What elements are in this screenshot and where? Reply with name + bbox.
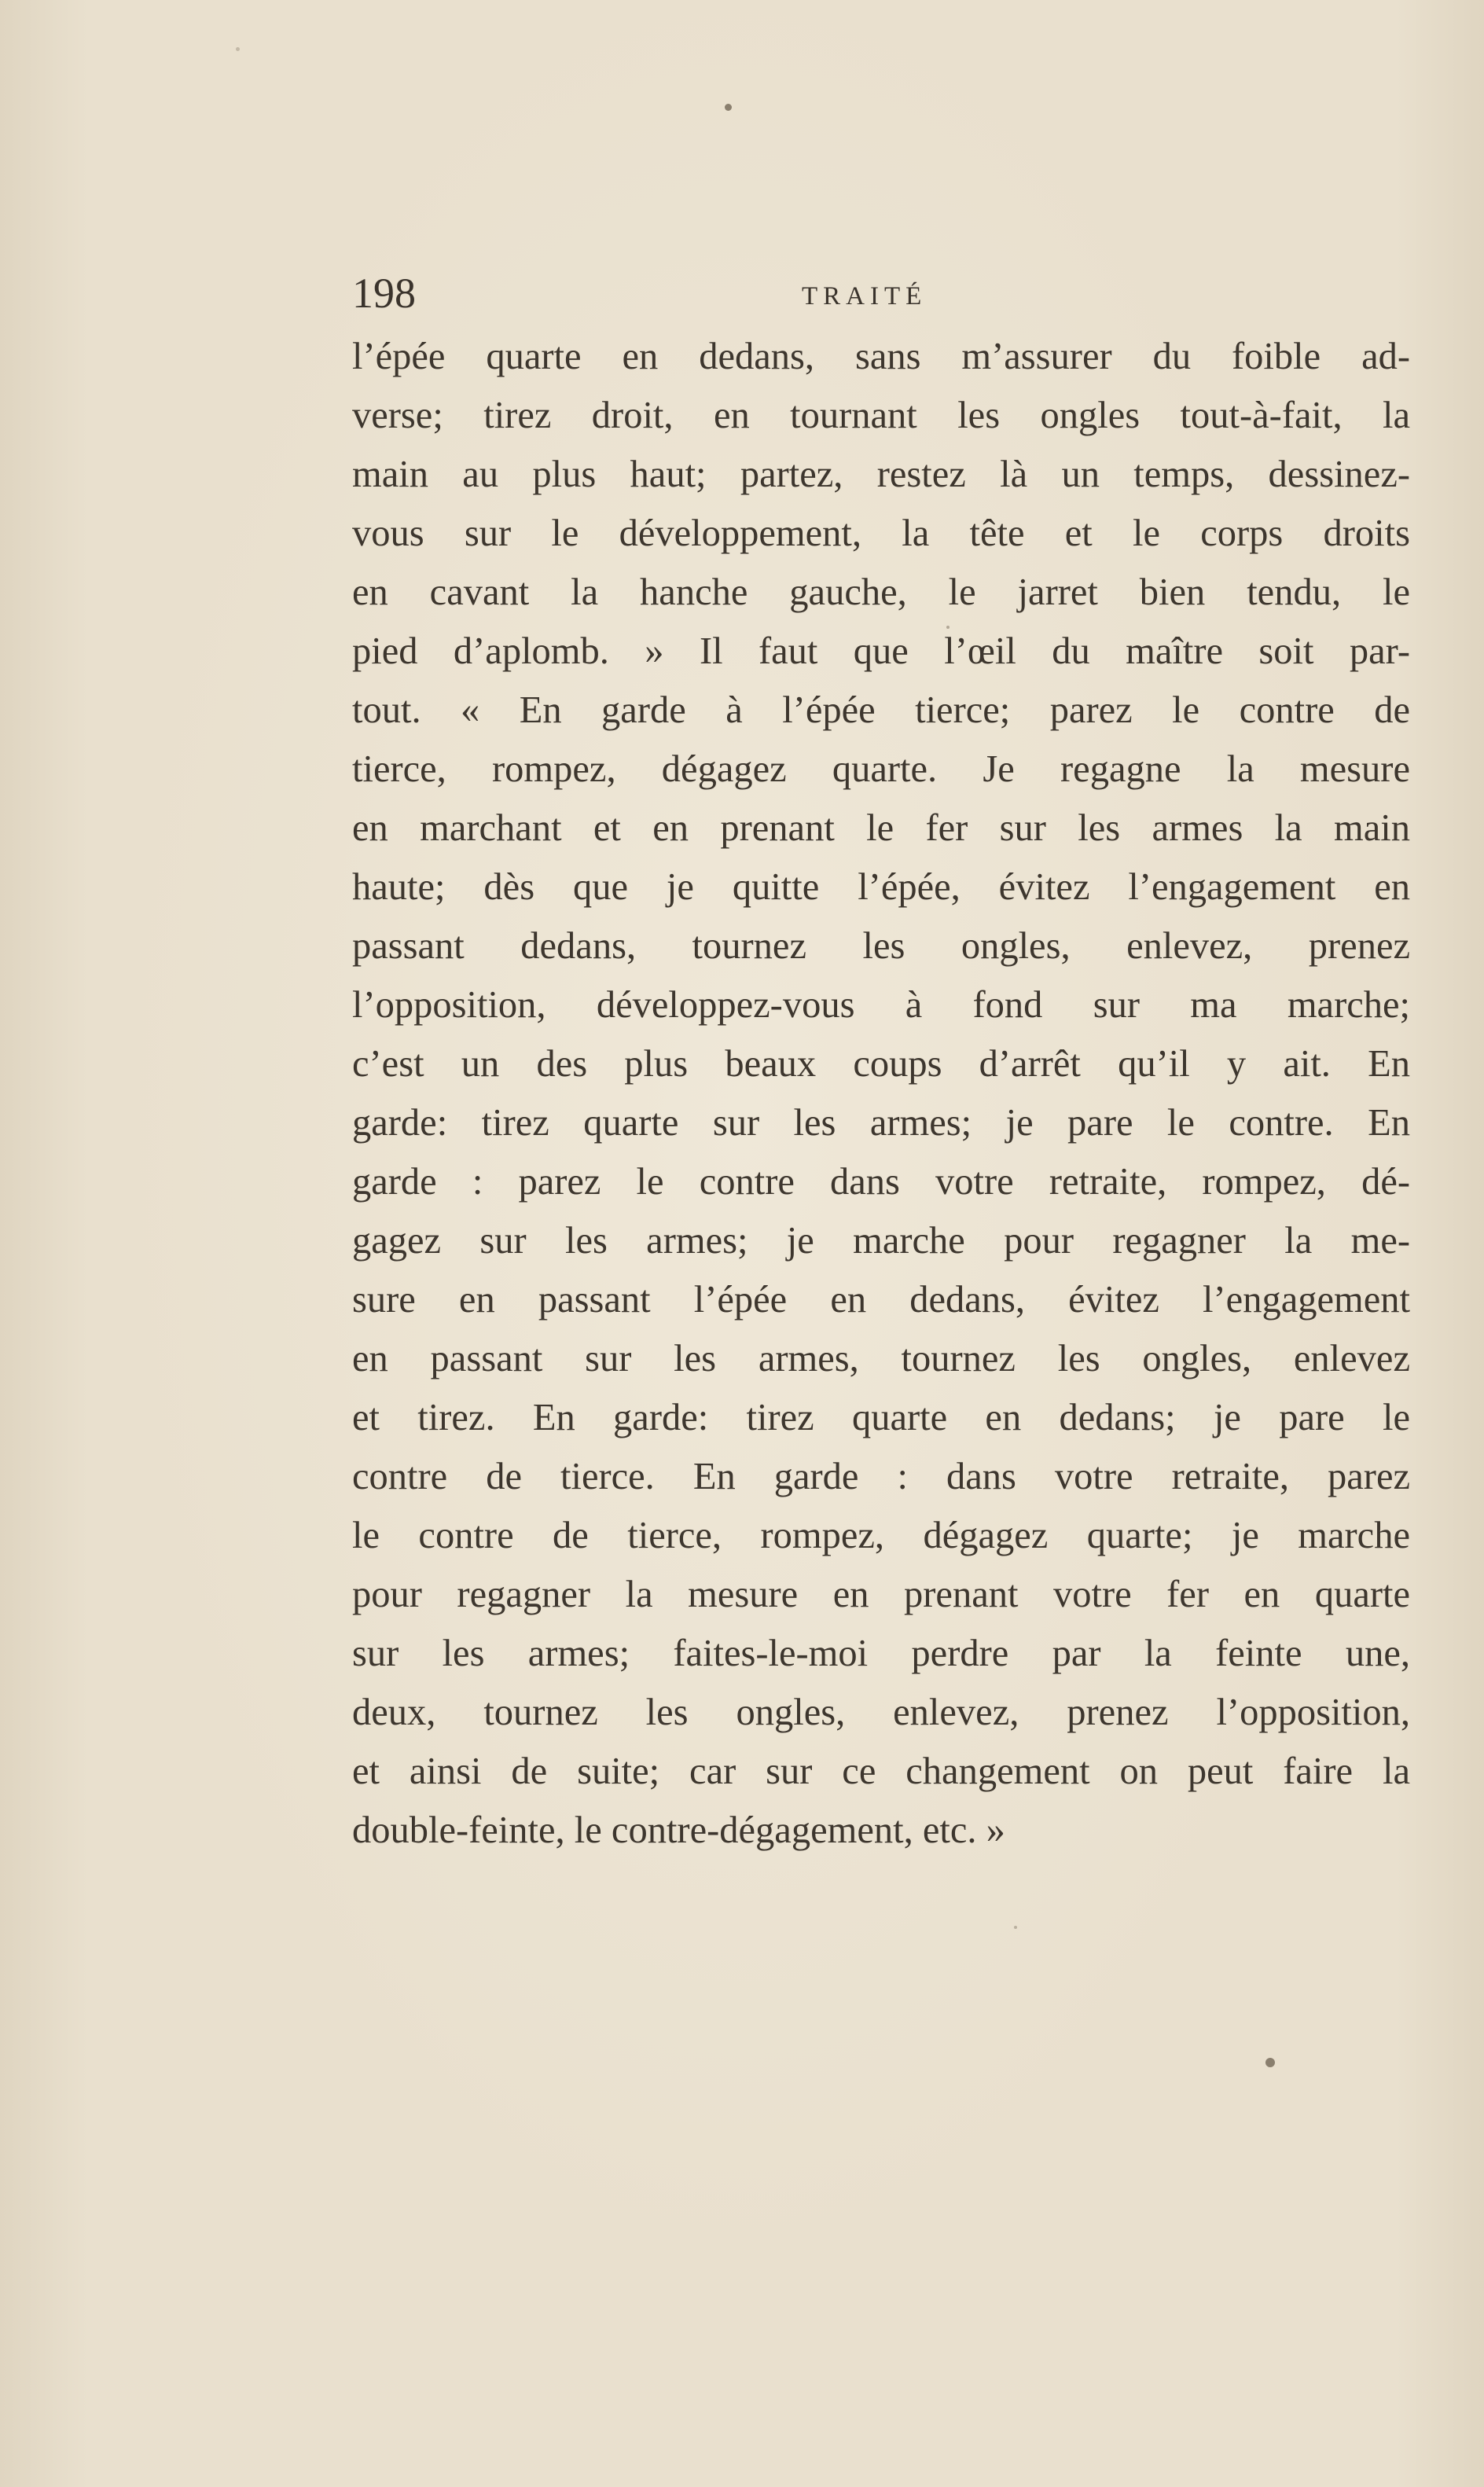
text-line: l’opposition, développez-vous à fond sur ma marche; — [352, 984, 1410, 1026]
paper-speck — [1014, 1926, 1017, 1929]
text-line: garde: tirez quarte sur les armes; je pare le contre. En — [352, 1102, 1410, 1144]
text-line: garde : parez le contre dans votre retraite, rompez, dé- — [352, 1161, 1410, 1203]
text-line: sur les armes; faites-le-moi perdre par la feinte une, — [352, 1633, 1410, 1674]
body-text — [352, 327, 1410, 1860]
text-line: gagez sur les armes; je marche pour regagner la me- — [352, 1220, 1410, 1262]
text-line: l’épée quarte en dedans, sans m’assurer du foible ad- — [352, 336, 1410, 377]
text-line: vous sur le développement, la tête et le corps droits — [352, 512, 1410, 554]
text-line: en marchant et en prenant le fer sur les armes la main — [352, 807, 1410, 849]
text-line: le contre de tierce, rompez, dégagez quarte; je marche — [352, 1515, 1410, 1556]
paper-speck — [236, 47, 240, 51]
text-line: c’est un des plus beaux coups d’arrêt qu’il y ait. En — [352, 1043, 1410, 1085]
text-line: pour regagner la mesure en prenant votre fer en quarte — [352, 1574, 1410, 1615]
text-line: double-feinte, le contre-dégagement, etc. » — [352, 1809, 1005, 1851]
text-line: en passant sur les armes, tournez les ongles, enlevez — [352, 1338, 1410, 1379]
text-line: sure en passant l’épée en dedans, évitez l’engagement — [352, 1279, 1410, 1321]
text-line: main au plus haut; partez, restez là un temps, dessinez- — [352, 454, 1410, 495]
text-line: et tirez. En garde: tirez quarte en dedans; je pare le — [352, 1397, 1410, 1438]
text-line: contre de tierce. En garde : dans votre retraite, parez — [352, 1456, 1410, 1497]
text-line: tout. « En garde à l’épée tierce; parez le contre de — [352, 689, 1410, 731]
text-line: haute; dès que je quitte l’épée, évitez l’engagement en — [352, 866, 1410, 908]
text-line: en cavant la hanche gauche, le jarret bien tendu, le — [352, 571, 1410, 613]
text-line: verse; tirez droit, en tournant les ongles tout-à-fait, la — [352, 395, 1410, 436]
page-number: 198 — [352, 270, 416, 317]
running-head: TRAITÉ — [802, 282, 928, 310]
text-line: tierce, rompez, dégagez quarte. Je regagne la mesure — [352, 748, 1410, 790]
paper-speck — [725, 104, 732, 111]
text-line: et ainsi de suite; car sur ce changement on peut faire la — [352, 1750, 1410, 1792]
text-line: pied d’aplomb. » Il faut que l’œil du maître soit par- — [352, 630, 1410, 672]
text-line: passant dedans, tournez les ongles, enlevez, prenez — [352, 925, 1410, 967]
paper-speck — [946, 626, 950, 629]
text-line: deux, tournez les ongles, enlevez, prenez l’opposition, — [352, 1692, 1410, 1733]
paper-speck — [1265, 2058, 1275, 2067]
page-header — [352, 266, 1405, 321]
